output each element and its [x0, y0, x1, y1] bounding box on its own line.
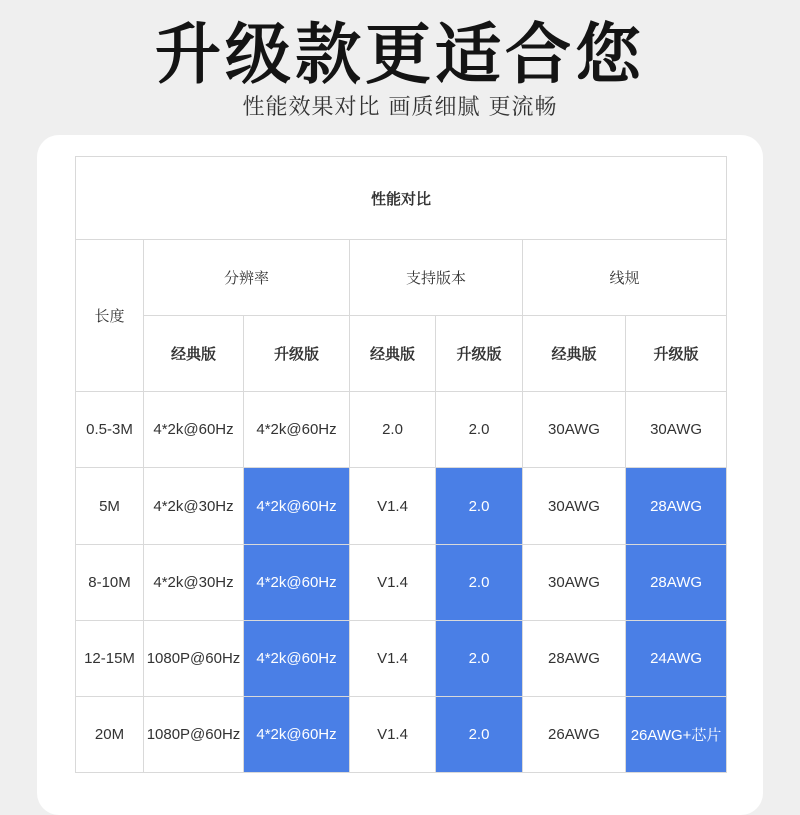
cell-version-upgrade: 2.0	[436, 392, 523, 468]
cell-resolution-classic: 4*2k@30Hz	[144, 468, 244, 544]
cell-version-classic: V1.4	[350, 696, 436, 772]
cell-resolution-classic: 1080P@60Hz	[144, 620, 244, 696]
cell-length: 8-10M	[76, 544, 144, 620]
cell-gauge-upgrade: 28AWG	[626, 468, 727, 544]
table-row	[76, 392, 727, 468]
cell-version-upgrade: 2.0	[436, 544, 523, 620]
group-header-version: 支持版本	[350, 240, 523, 316]
group-header-resolution: 分辨率	[144, 240, 350, 316]
cell-version-upgrade: 2.0	[436, 620, 523, 696]
cell-gauge-upgrade: 24AWG	[626, 620, 727, 696]
cell-resolution-upgrade: 4*2k@60Hz	[244, 468, 350, 544]
cell-resolution-upgrade: 4*2k@60Hz	[244, 544, 350, 620]
cell-gauge-classic: 28AWG	[523, 620, 626, 696]
cell-gauge-classic: 30AWG	[523, 392, 626, 468]
cell-gauge-upgrade: 30AWG	[626, 392, 727, 468]
table-row	[76, 544, 727, 620]
cell-version-upgrade: 2.0	[436, 696, 523, 772]
cell-gauge-classic: 30AWG	[523, 468, 626, 544]
table-row	[76, 696, 727, 772]
group-header-gauge: 线规	[523, 240, 727, 316]
cell-length: 0.5-3M	[76, 392, 144, 468]
cell-gauge-classic: 30AWG	[523, 544, 626, 620]
subheader-upgrade: 升级版	[244, 316, 350, 392]
table-row	[76, 620, 727, 696]
cell-gauge-upgrade: 26AWG+芯片	[626, 696, 727, 772]
cell-resolution-upgrade: 4*2k@60Hz	[244, 392, 350, 468]
cell-gauge-upgrade: 28AWG	[626, 544, 727, 620]
cell-version-classic: V1.4	[350, 544, 436, 620]
cell-version-upgrade: 2.0	[436, 468, 523, 544]
length-header: 长度	[76, 240, 144, 392]
performance-comparison-table	[75, 156, 727, 773]
subheader-classic: 经典版	[523, 316, 626, 392]
table-caption: 性能对比	[76, 157, 727, 240]
table-row	[76, 468, 727, 544]
subheader-upgrade: 升级版	[436, 316, 523, 392]
cell-resolution-classic: 4*2k@60Hz	[144, 392, 244, 468]
subheader-upgrade: 升级版	[626, 316, 727, 392]
cell-length: 20M	[76, 696, 144, 772]
cell-resolution-upgrade: 4*2k@60Hz	[244, 620, 350, 696]
cell-gauge-classic: 26AWG	[523, 696, 626, 772]
cell-version-classic: 2.0	[350, 392, 436, 468]
page-subtitle: 性能效果对比 画质细腻 更流畅	[242, 95, 558, 120]
cell-version-classic: V1.4	[350, 468, 436, 544]
subheader-classic: 经典版	[144, 316, 244, 392]
cell-length: 12-15M	[76, 620, 144, 696]
cell-resolution-upgrade: 4*2k@60Hz	[244, 696, 350, 772]
cell-version-classic: V1.4	[350, 620, 436, 696]
page-title: 升级款更适合您	[155, 16, 645, 93]
cell-length: 5M	[76, 468, 144, 544]
subheader-classic: 经典版	[350, 316, 436, 392]
cell-resolution-classic: 4*2k@30Hz	[144, 544, 244, 620]
cell-resolution-classic: 1080P@60Hz	[144, 696, 244, 772]
